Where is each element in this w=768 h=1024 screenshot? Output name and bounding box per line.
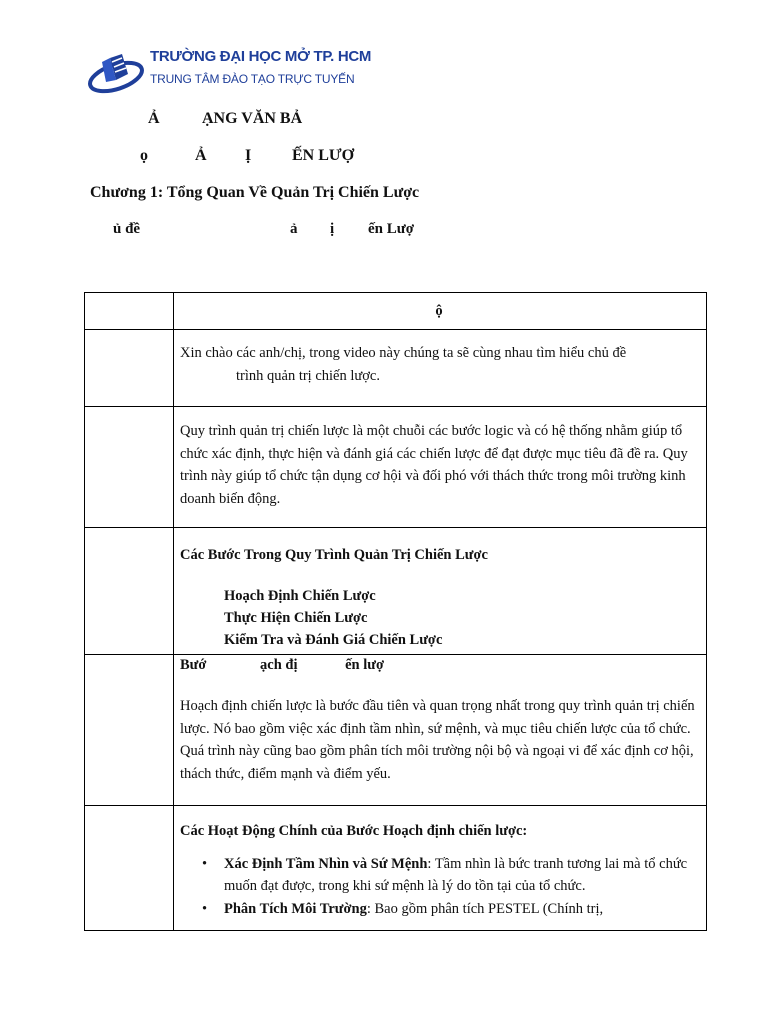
heading-fragment: ọ	[140, 147, 148, 164]
activity-term: Xác Định Tầm Nhìn và Sứ Mệnh	[224, 855, 428, 872]
table-cell	[174, 655, 707, 806]
activity-text: : Tầm nhìn là bức tranh tương lai mà tổ chức muốn đạt được, trong khi sứ mệnh là lý do tồn tại của tổ chức.	[224, 855, 688, 894]
activity-term: Phân Tích Môi Trường	[224, 900, 367, 917]
book-logo-icon	[88, 50, 148, 94]
chapter-title: Chương 1: Tổng Quan Về Quản Trị Chiến Lược	[90, 184, 420, 201]
table-cell	[85, 330, 174, 407]
table-row	[85, 407, 707, 528]
heading-fragment: ả	[290, 221, 298, 237]
university-logo	[88, 44, 372, 96]
steps-title: Các Bước Trong Quy Trình Quản Trị Chiến Lược	[180, 547, 488, 563]
activities-title: Các Hoạt Động Chính của Bước Hoạch định chiến lược:	[180, 823, 528, 839]
table-cell	[174, 528, 707, 655]
logo-university-name: TRƯỜNG ĐẠI HỌC MỞ TP. HCM	[150, 48, 372, 65]
intro-line: trình quản trị chiến lược.	[236, 367, 380, 384]
table-cell	[85, 293, 174, 330]
title-fragment: Bướ	[180, 657, 207, 673]
heading-fragment: Ị	[245, 147, 252, 164]
heading-fragment: ẾN LƯỢ	[292, 147, 355, 164]
list-item: Thực Hiện Chiến Lược	[224, 609, 368, 626]
table-cell	[85, 407, 174, 528]
activity-text: : Bao gồm phân tích PESTEL (Chính trị,	[366, 900, 604, 917]
definition-paragraph: Quy trình quản trị chiến lược là một chuỗi các bước logic và có hệ thống nhằm giúp tổ chức xác định, thực hiện và đánh giá các chiến lược để đạt được mục tiêu đã đề ra. Quy trình này giúp tổ chức tận dụng cơ hội và đối phó với thách thức trong môi trường kinh doanh biến động.	[180, 423, 688, 507]
table-header-row	[85, 293, 707, 330]
table-cell	[85, 528, 174, 655]
list-item	[224, 853, 698, 898]
table-row	[85, 655, 707, 806]
title-fragment: ạch đị	[260, 657, 298, 673]
table-cell	[174, 806, 707, 931]
list-item: Hoạch Định Chiến Lược	[224, 587, 376, 604]
title-fragment: ến lượ	[345, 657, 385, 673]
activities-list	[180, 853, 698, 921]
table-cell	[174, 330, 707, 407]
table-row	[85, 330, 707, 407]
heading-fragment: ẠNG VĂN BẢ	[202, 110, 303, 127]
table-cell	[85, 806, 174, 931]
step1-title	[180, 655, 698, 675]
table-header-cell: ộ	[174, 293, 707, 330]
heading-fragment: Ả	[148, 110, 160, 127]
step1-description: Hoạch định chiến lược là bước đầu tiên và quan trọng nhất trong quy trình quản trị chiến lược. Nó bao gồm việc xác định tầm nhìn, sứ mệnh, và mục tiêu chiến lược của tổ chức. Quá trình này cũng bao gồm phân tích môi trường nội bộ và ngoại vi để xác định cơ hội, thách thức, điểm mạnh và điểm yếu.	[180, 698, 695, 782]
heading-fragment: ị	[330, 221, 335, 237]
table-cell	[85, 655, 174, 806]
script-table	[84, 292, 707, 931]
intro-line: Xin chào các anh/chị, trong video này chúng ta sẽ cùng nhau tìm hiểu chủ đề	[180, 345, 627, 361]
table-row	[85, 806, 707, 931]
list-item: Kiểm Tra và Đánh Giá Chiến Lược	[224, 631, 443, 648]
steps-list	[180, 585, 698, 651]
list-item	[224, 898, 698, 921]
heading-fragment: ến Lượ	[368, 221, 415, 237]
heading-fragment: ủ đề	[113, 221, 141, 237]
logo-center-name: TRUNG TÂM ĐÀO TẠO TRỰC TUYẾN	[150, 72, 355, 86]
heading-fragment: Ả	[195, 147, 207, 164]
table-row	[85, 528, 707, 655]
table-cell	[174, 407, 707, 528]
